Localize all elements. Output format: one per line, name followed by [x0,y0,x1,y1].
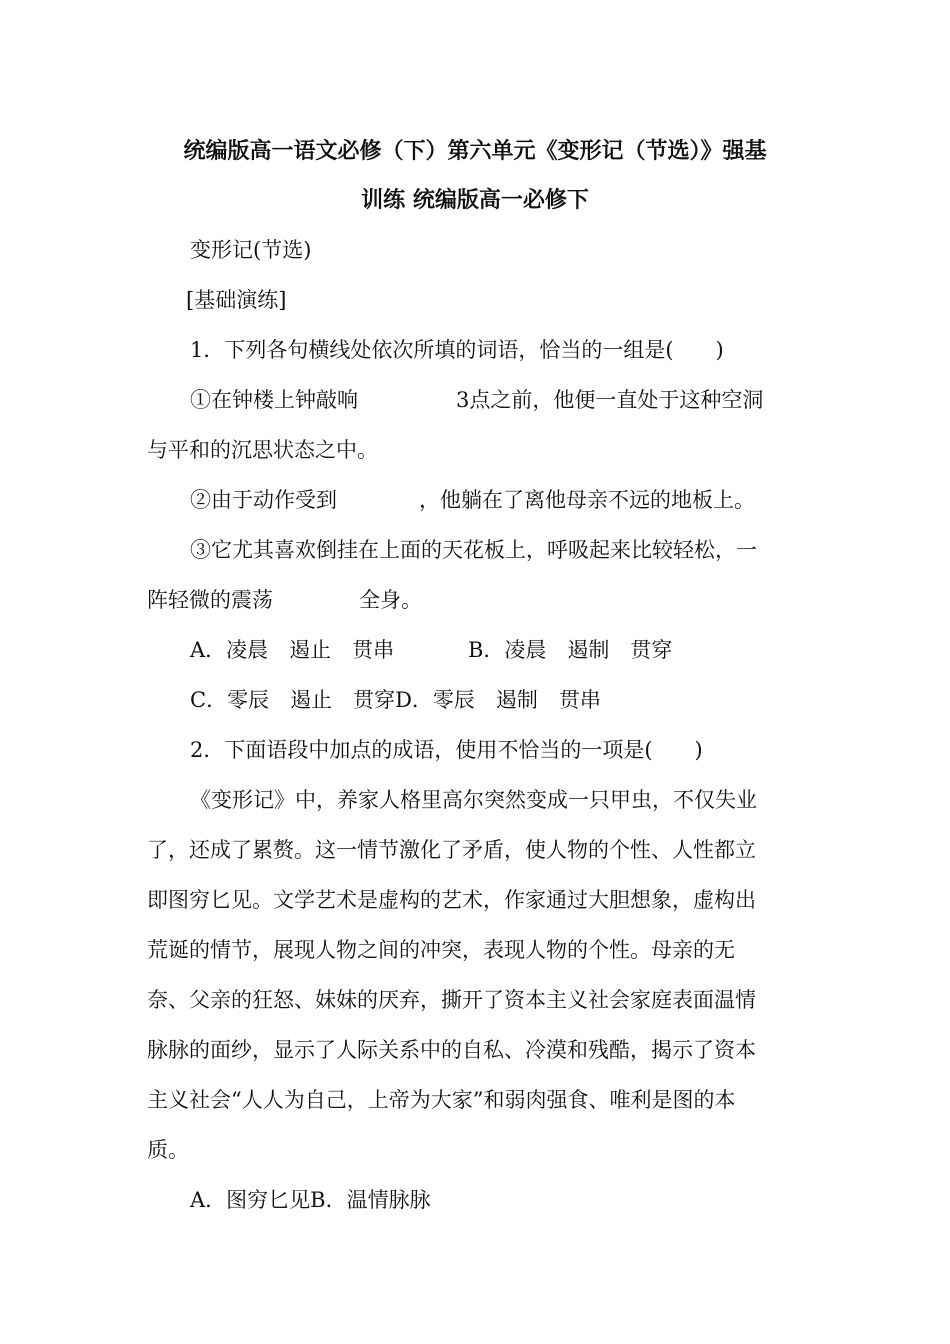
question-1-sentence-3: ③它尤其喜欢倒挂在上面的天花板上，呼吸起来比较轻松，一 [190,538,757,562]
sentence-3-after-blank: 全身。 [359,588,422,612]
document-title-line-1: 统编版高一语文必修（下）第六单元《变形记（节选）》强基 [183,139,767,164]
section-label: [基础演练] [186,288,287,312]
passage-line: 了，还成了累赘。这一情节激化了矛盾，使人物的个性、人性都立 [147,838,756,862]
question-2-options-a-b: A．图穷匕见B．温情脉脉 [190,1188,431,1212]
passage-line: 即图穷匕见。文学艺术是虚构的艺术，作家通过大胆想象，虚构出 [147,888,756,912]
sentence-3-before-blank: 阵轻微的震荡 [147,588,273,612]
sentence-2-before-blank: ②由于动作受到 [190,488,337,512]
passage-line: 主义社会“人人为自己，上帝为大家”和弱肉强食、唯利是图的本 [147,1088,736,1112]
sentence-1-before-blank: ①在钟楼上钟敲响 [190,388,358,412]
passage-line: 脉脉的面纱，显示了人际关系中的自私、冷漠和残酷，揭示了资本 [147,1038,756,1062]
question-1-stem: 1．下列各句横线处依次所填的词语，恰当的一组是( ) [190,338,724,362]
passage-line: 质。 [147,1138,189,1162]
passage-line: 奈、父亲的狂怒、妹妹的厌弃，撕开了资本主义社会家庭表面温情 [147,988,756,1012]
passage-line: 荒诞的情节，展现人物之间的冲突，表现人物的个性。母亲的无 [147,938,735,962]
question-1-options-c-d: C．零辰 遏止 贯穿D．零辰 遏制 贯串 [190,688,601,712]
question-1-sentence-1-cont: 与平和的沉思状态之中。 [147,438,378,462]
passage-line: 《变形记》中，养家人格里高尔突然变成一只甲虫，不仅失业 [190,788,757,812]
question-1-option-b: B．凌晨 遏制 贯穿 [468,638,673,662]
sentence-2-after-blank: ，他躺在了离他母亲不远的地板上。 [419,488,755,512]
question-1-sentence-3-cont [147,585,422,615]
question-1-sentence-2 [190,485,755,515]
question-1-option-a: A．凌晨 遏止 贯串 [190,638,395,662]
sentence-1-after-blank: 3点之前，他便一直处于这种空洞 [456,388,764,412]
question-2-stem: 2．下面语段中加点的成语，使用不恰当的一项是( ) [190,738,703,762]
document-title-line-2: 训练 统编版高一必修下 [361,188,589,213]
question-1-sentence-1 [190,385,763,415]
text-title: 变形记(节选) [190,238,312,262]
